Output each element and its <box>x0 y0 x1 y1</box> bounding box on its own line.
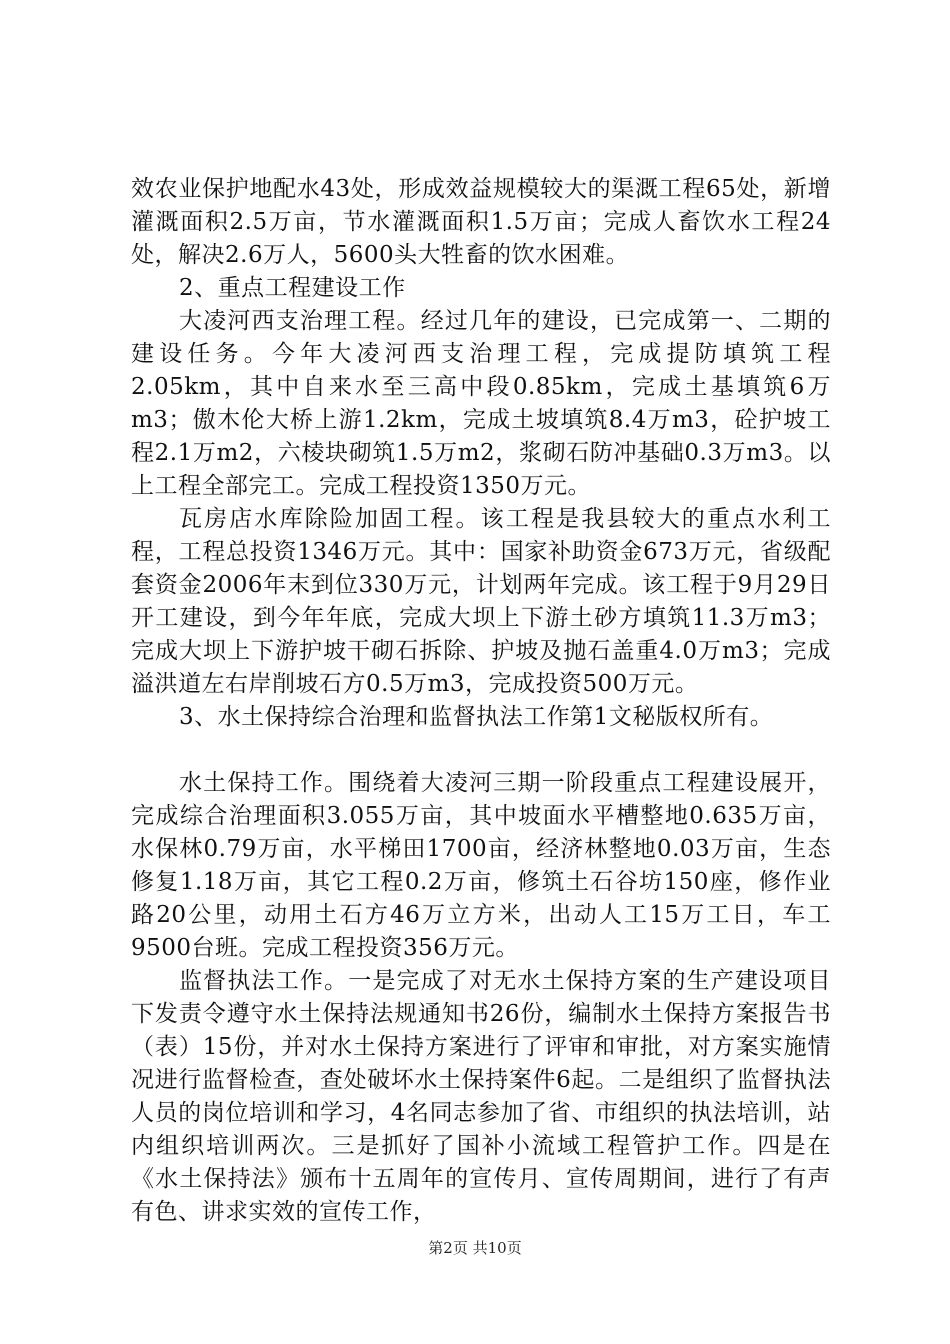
section-heading-soil-conservation: 3、水土保持综合治理和监督执法工作第1文秘版权所有。 <box>179 704 774 730</box>
paragraph-supervision-enforcement: 监督执法工作。一是完成了对无水土保持方案的生产建设项目下发责令遵守水土保持法规通知书26份，编制水土保持方案报告书（表）15份，并对水土保持方案进行了评审和审批，对方案实施情况进行监督检查，查处破坏水土保持案件6起。二是组织了监督执法人员的岗位培训和学习，4名同志参加了省、市组织的执法培训，站内组织培训两次。三是抓好了国补小流域工程管护工作。四是在《水土保持法》颁布十五周年的宣传月、宣传周期间，进行了有声有色、讲求实效的宣传工作， <box>131 968 831 1225</box>
paragraph-dalinghe-west-branch: 大凌河西支治理工程。经过几年的建设，已完成第一、二期的建设任务。今年大凌河西支治理工程，完成提防填筑工程2.05km，其中自来水至三高中段0.85km，完成土基填筑6万m3；傲木伦大桥上游1.2km，完成土坡填筑8.4万m3，砼护坡工程2.1万m2，六棱块砌筑1.5万m2，浆砌石防冲基础0.3万m3。以上工程全部完工。完成工程投资1350万元。 <box>131 308 831 499</box>
page-footer <box>0 1237 950 1258</box>
document-body <box>131 173 831 1229</box>
paragraph-wafangdian-reservoir: 瓦房店水库除险加固工程。该工程是我县较大的重点水利工程，工程总投资1346万元。其中：国家补助资金673万元，省级配套资金2006年末到位330万元，计划两年完成。该工程于9月29日开工建设，到今年年底，完成大坝上下游土砂方填筑11.3万m3；完成大坝上下游护坡干砌石拆除、护坡及抛石盖重4.0万m3；完成溢洪道左右岸削坡石方0.5万m3，完成投资500万元。 <box>131 506 831 697</box>
paragraph-soil-conservation-work: 水土保持工作。围绕着大凌河三期一阶段重点工程建设展开，完成综合治理面积3.055万亩，其中坡面水平槽整地0.635万亩，水保林0.79万亩，水平梯田1700亩，经济林整地0.03万亩，生态修复1.18万亩，其它工程0.2万亩，修筑土石谷坊150座，修作业路20公里，动用土石方46万立方米，出动人工15万工日，车工9500台班。完成工程投资356万元。 <box>131 770 831 961</box>
section-heading-key-projects: 2、重点工程建设工作 <box>179 275 406 301</box>
paragraph-irrigation-summary: 效农业保护地配水43处，形成效益规模较大的渠溉工程65处，新增灌溉面积2.5万亩，节水灌溉面积1.5万亩；完成人畜饮水工程24处，解决2.6万人，5600头大牲畜的饮水困难。 <box>131 176 831 268</box>
page-number: 第2页 共10页 <box>428 1239 522 1257</box>
blank-line <box>131 734 831 767</box>
